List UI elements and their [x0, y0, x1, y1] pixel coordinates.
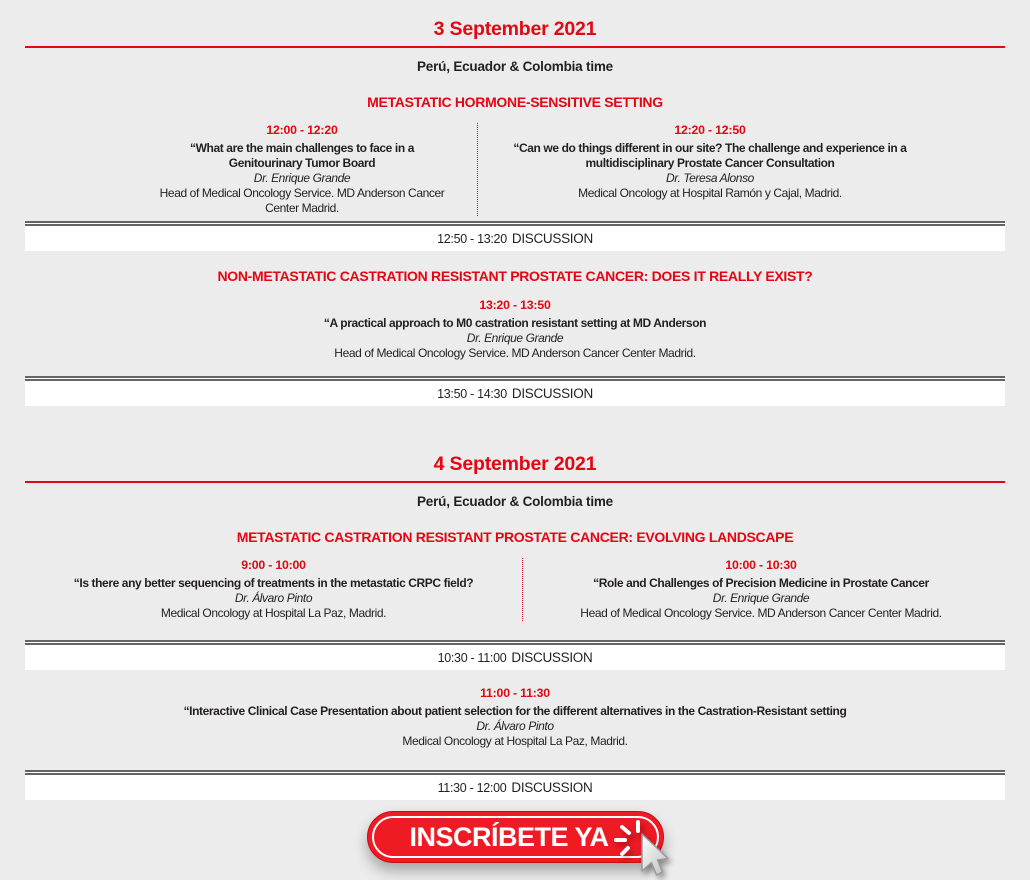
discussion-label: DISCUSSION — [511, 650, 593, 665]
day-title-underline — [25, 481, 1005, 483]
talk-speaker: Dr. Enrique Grande — [712, 591, 810, 605]
talk-speaker: Dr. Enrique Grande — [253, 171, 351, 185]
discussion-label: DISCUSSION — [511, 386, 593, 401]
discussion-band — [25, 376, 1005, 406]
discussion-band — [25, 770, 1005, 800]
section-heading: METASTATIC HORMONE-SENSITIVE SETTING — [367, 94, 663, 110]
timezone-label: Perú, Ecuador & Colombia time — [417, 494, 613, 509]
click-cursor-icon — [613, 819, 691, 880]
talk-time: 11:00 - 11:30 — [480, 686, 550, 700]
talk — [525, 558, 997, 621]
discussion-band — [25, 640, 1005, 670]
discussion-band — [25, 221, 1005, 251]
section-heading: NON-METASTATIC CASTRATION RESISTANT PROSTATE CANCER: DOES IT REALLY EXIST? — [217, 268, 813, 284]
talk — [127, 123, 477, 216]
talk-affiliation: Head of Medical Oncology Service. MD Anderson Cancer Center Madrid. — [334, 346, 696, 360]
talk-speaker: Dr. Teresa Alonso — [666, 171, 754, 185]
talk-speaker: Dr. Enrique Grande — [466, 331, 564, 345]
talks-row — [0, 558, 1030, 621]
timezone-label: Perú, Ecuador & Colombia time — [417, 59, 613, 74]
talk — [40, 298, 990, 361]
register-button-label: INSCRÍBETE YA — [409, 822, 609, 852]
talk — [25, 558, 522, 621]
talk-affiliation: Head of Medical Oncology Service. MD Anderson Cancer Center Madrid. — [159, 186, 445, 215]
talk-affiliation: Medical Oncology at Hospital Ramón y Cajal, Madrid. — [578, 186, 842, 200]
talk-time: 10:00 - 10:30 — [725, 558, 797, 572]
talk-affiliation: Medical Oncology at Hospital La Paz, Madrid. — [402, 734, 628, 748]
discussion-time: 11:30 - 12:00 — [437, 780, 507, 795]
register-button[interactable] — [367, 811, 664, 863]
talk-time: 12:20 - 12:50 — [674, 123, 746, 137]
discussion-label: DISCUSSION — [511, 780, 593, 795]
column-divider — [522, 558, 523, 621]
day-title: 3 September 2021 — [433, 18, 597, 40]
section-heading: METASTATIC CASTRATION RESISTANT PROSTATE CANCER: EVOLVING LANDSCAPE — [236, 529, 794, 545]
day-title: 4 September 2021 — [433, 453, 597, 475]
talk-affiliation: Medical Oncology at Hospital La Paz, Madrid. — [160, 606, 387, 620]
day-title-underline — [25, 46, 1005, 48]
talk-title: “What are the main challenges to face in a Genitourinary Tumor Board — [190, 141, 414, 170]
discussion-time: 13:50 - 14:30 — [437, 386, 507, 401]
column-divider — [477, 123, 478, 216]
discussion-label: DISCUSSION — [511, 231, 593, 246]
talk — [40, 686, 990, 749]
talk-title: “Can we do things different in our site? The challenge and experience in a multidisciplinary Prostate Cancer Consultation — [513, 141, 907, 170]
talk-time: 9:00 - 10:00 — [241, 558, 306, 572]
talk-time: 13:20 - 13:50 — [479, 298, 551, 312]
discussion-time: 10:30 - 11:00 — [437, 650, 507, 665]
talks-row — [0, 123, 1030, 216]
talk-speaker: Dr. Álvaro Pinto — [234, 591, 313, 605]
talk-title: “Is there any better sequencing of treatments in the metastatic CRPC field? — [73, 576, 474, 590]
talk-speaker: Dr. Álvaro Pinto — [476, 719, 554, 733]
discussion-time: 12:50 - 13:20 — [437, 231, 507, 246]
talk-title: “A practical approach to M0 castration resistant setting at MD Anderson — [323, 316, 707, 330]
talk — [480, 123, 940, 201]
talk-title: “Role and Challenges of Precision Medicine in Prostate Cancer — [593, 576, 929, 590]
talk-title: “Interactive Clinical Case Presentation about patient selection for the different alternatives in the Castration-Resistant setting — [183, 704, 847, 718]
talk-time: 12:00 - 12:20 — [266, 123, 338, 137]
talk-affiliation: Head of Medical Oncology Service. MD Anderson Cancer Center Madrid. — [580, 606, 942, 620]
